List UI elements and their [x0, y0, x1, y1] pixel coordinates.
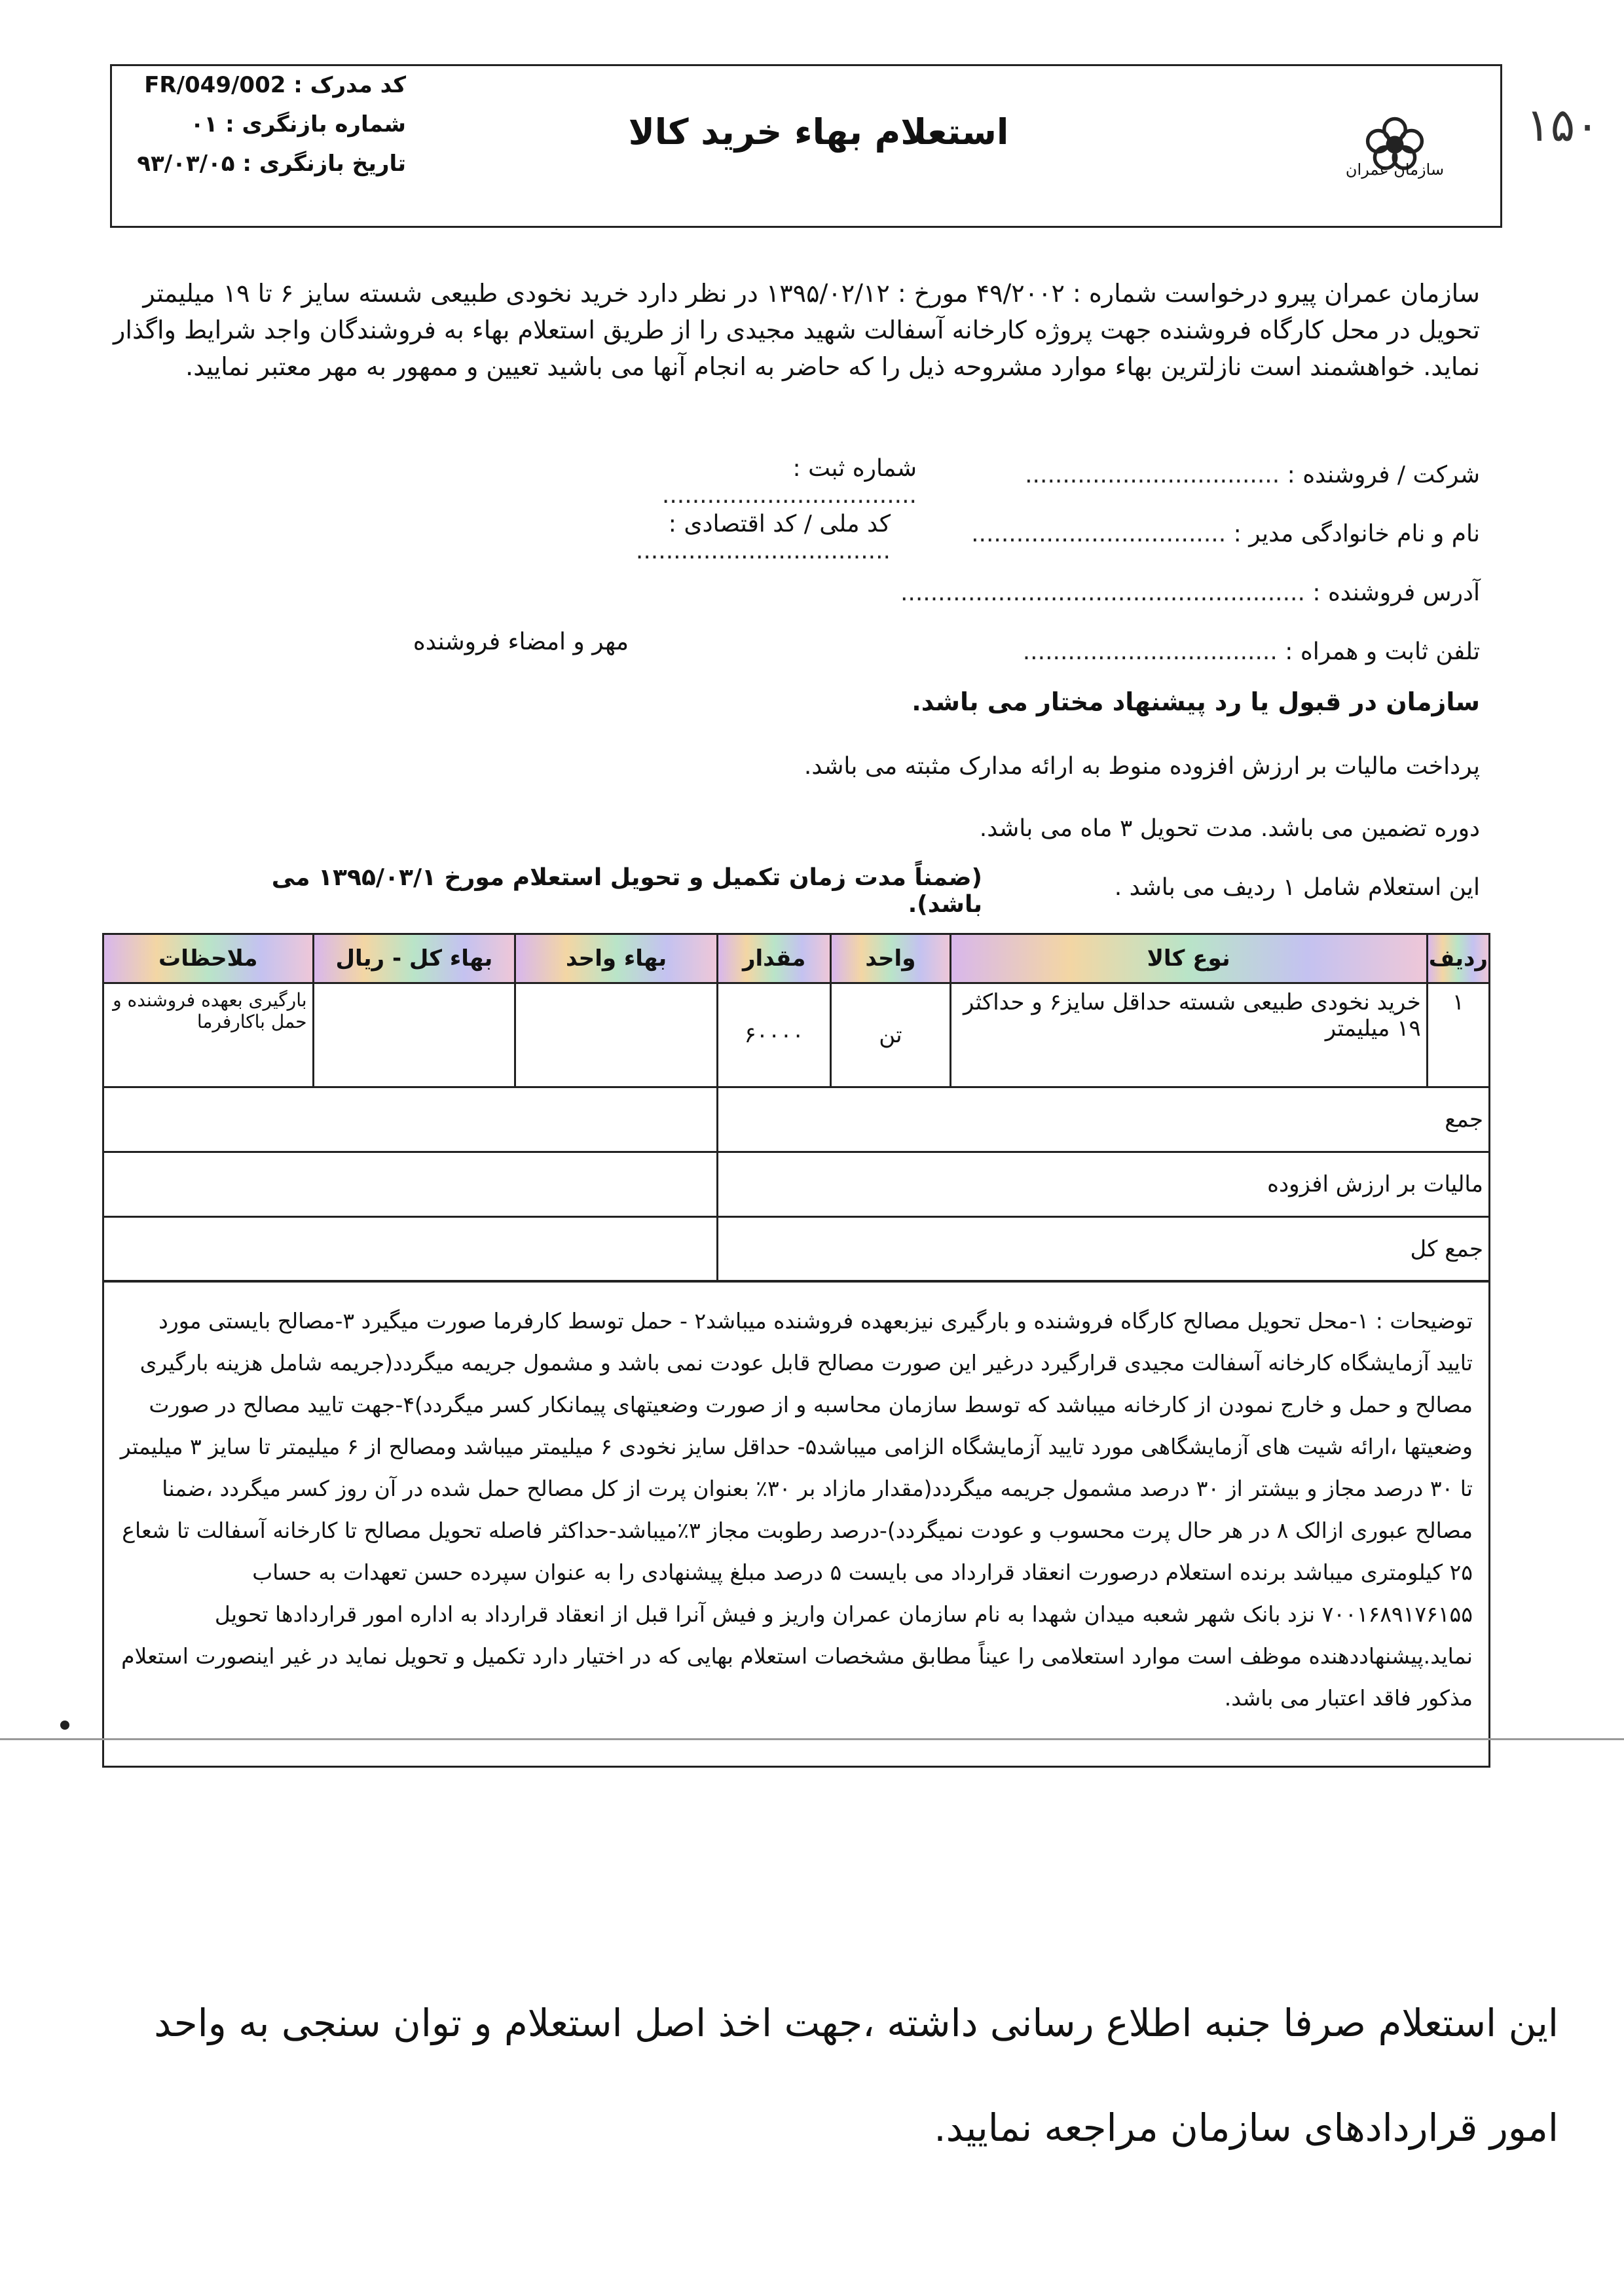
- notes-text: توضیحات : ۱-محل تحویل مصالح کارگاه فروشنده و بارگیری نیزبعهده فروشنده میباشد۲ - حمل توسط کارفرما صورت میگیرد ۳-مصالح بایستی مورد تایید آزمایشگاه کارخانه آسفالت مجیدی قرارگیرد درغیر این صورت مصالح قابل عودت نمی باشد و مشمول جریمه میگردد(جریمه شامل هزینه بارگیری مصالح و حمل و خارج نمودن از کارخانه میباشد که توسط سازمان محاسبه و از صورت وضعیتهای پیمانکار کسر میگردد)۴-جهت تایید مصالح در صورت وضعیتها ،ارائه شیت های آزمایشگاهی مورد تایید آزمایشگاه الزامی میباشد۵- حداقل سایز نخودی ۶ میلیمتر میباشد ومصالح از ۶ میلیمتر تا سایز ۳ میلیمتر تا ۳۰ درصد مجاز و بیشتر از ۳۰ درصد مشمول جریمه میگردد(مقدار مازاد بر ۳۰٪ بعنوان پرت از کل مصالح حمل شده در آن روز کسر میگردد ،ضمنا مصالح عبوری ازالک ۸ در هر حال پرت محسوب و عودت نمیگردد)-درصد رطوبت مجاز ۳٪میباشد-حداکثر فاصله تحویل مصالح تا کارخانه آسفالت تا شعاع ۲۵ کیلومتری میباشد برنده استعلام درصورت انعقاد قرارداد می بایست ۵ درصد مبلغ پیشنهادی را به عنوان سپرده حسن تعهدات به حساب ۷۰۰۱۶۸۹۱۷۶۱۵۵ نزد بانک شهر شعبه میدان شهدا به نام سازمان عمران واریز و فیش آنرا قبل از انعقاد قرارداد به اداره امور قراردادها تحویل نماید.پیشنهاددهنده موظف است موارد استعلامی را عیناً مطابق مشخصات استعلام بهایی که در اختیار دارد تکمیل و تحویل نماید در غیر اینصورت استعلام مذکور فاقد اعتبار می باشد.: [120, 1308, 1473, 1711]
- table-header-row: [103, 934, 1490, 983]
- remarks-cell: بارگیری بعهده فروشنده و حمل باکارفرما: [103, 983, 314, 1087]
- table-row: [103, 983, 1490, 1087]
- organization-logo-icon: [1336, 92, 1454, 210]
- company-field-row: [982, 462, 1480, 488]
- items-table: [102, 933, 1490, 1283]
- reg-number-field-row: [589, 455, 917, 509]
- reg-number-blank: ..................................: [661, 482, 917, 509]
- sum-value-cell[interactable]: [103, 1087, 718, 1152]
- grand-total-label: جمع کل: [718, 1217, 1490, 1282]
- col-header-row-no: ردیف: [1427, 934, 1489, 983]
- address-field-row: [773, 579, 1480, 606]
- reg-number-label: شماره ثبت :: [792, 455, 917, 482]
- ink-dot: [60, 1721, 69, 1730]
- sum-row: [103, 1087, 1490, 1152]
- row-number-cell: ۱: [1427, 983, 1489, 1087]
- col-header-unit-price: بهاء واحد: [515, 934, 718, 983]
- row-count-line: این استعلام شامل ۱ ردیف می باشد .: [1114, 874, 1480, 901]
- document-title: استعلام بهاء خرید کالا: [628, 111, 1009, 153]
- page-fold-divider: [0, 1738, 1624, 1740]
- national-id-blank: ..................................: [635, 538, 891, 564]
- doc-code: کد مدرک : FR/049/002: [144, 72, 406, 98]
- col-header-total: بهاء کل - ریال: [313, 934, 515, 983]
- logo-caption: سازمان عمران: [1345, 160, 1445, 179]
- warranty-delivery-line: دوره تضمین می باشد. مدت تحویل ۳ ماه می باشد.: [979, 815, 1480, 842]
- handwritten-margin-number: ۱۵۰: [1526, 98, 1600, 152]
- national-id-label: کد ملی / کد اقتصادی :: [668, 511, 891, 538]
- col-header-qty: مقدار: [718, 934, 831, 983]
- qty-cell: ۶۰۰۰۰: [718, 983, 831, 1087]
- company-blank: ..................................: [1025, 462, 1280, 488]
- total-price-cell[interactable]: [313, 983, 515, 1087]
- phone-label: تلفن ثابت و همراه :: [1285, 638, 1480, 665]
- phone-field-row: [917, 638, 1480, 665]
- vat-row: [103, 1152, 1490, 1217]
- item-cell: خرید نخودی طبیعی شسته حداقل سایز۶ و حداکثر ۱۹ میلیمتر: [950, 983, 1427, 1087]
- phone-blank: ..................................: [1022, 638, 1278, 665]
- grand-total-value-cell[interactable]: [103, 1217, 718, 1282]
- deadline-note: (ضمناً مدت زمان تکمیل و تحویل استعلام مورخ ۱۳۹۵/۰۳/۱ می باشد).: [271, 864, 982, 918]
- national-id-field-row: [498, 511, 891, 564]
- manager-blank: ..................................: [971, 520, 1227, 547]
- seal-signature-label: مهر و امضاء فروشنده: [413, 629, 629, 655]
- organization-right-note: سازمان در قبول یا رد پیشنهاد مختار می باشد.: [912, 687, 1480, 716]
- manager-field-row: [917, 520, 1480, 547]
- vat-value-cell[interactable]: [103, 1152, 718, 1217]
- vat-note: پرداخت مالیات بر ارزش افزوده منوط به ارائه مدارک مثبته می باشد.: [803, 753, 1480, 780]
- revision-number: شماره بازنگری : ۰۱: [190, 111, 406, 137]
- sum-label: جمع: [718, 1087, 1490, 1152]
- address-blank: ......................................................: [900, 579, 1305, 606]
- notes-box: [102, 1280, 1490, 1768]
- grand-total-row: [103, 1217, 1490, 1282]
- col-header-remarks: ملاحظات: [103, 934, 314, 983]
- col-header-item: نوع کالا: [950, 934, 1427, 983]
- revision-date: تاریخ بازنگری : ۹۳/۰۳/۰۵: [137, 151, 406, 177]
- company-label: شرکت / فروشنده :: [1287, 462, 1480, 488]
- intro-paragraph: سازمان عمران پیرو درخواست شماره : ۴۹/۲۰۰۲ مورخ : ۱۳۹۵/۰۲/۱۲ در نظر دارد خرید نخودی طبیعی شسته سایز ۶ تا ۱۹ میلیمتر تحویل در محل کارگاه فروشنده جهت پروژه کارخانه آسفالت شهید مجیدی را از طریق استعلام بهاء به فروشندگان واجد شرایط واگذار نماید. خواهشمند است نازلترین بهاء موارد مشروحه ذیل را که حاضر به انجام آنها می باشید تعیین و ممهور به مهر معتبر نمایید.: [113, 279, 1480, 381]
- document-meta: [131, 65, 406, 183]
- address-label: آدرس فروشنده :: [1312, 579, 1480, 606]
- col-header-unit: واحد: [831, 934, 950, 983]
- unit-price-cell[interactable]: [515, 983, 718, 1087]
- vat-label: مالیات بر ارزش افزوده: [718, 1152, 1490, 1217]
- handwritten-footer-note: این استعلام صرفا جنبه اطلاع رسانی داشته ،جهت اخذ اصل استعلام و توان سنجی به واحد امور قراردادهای سازمان مراجعه نمایید.: [154, 2001, 1559, 2150]
- unit-cell: تن: [831, 983, 950, 1087]
- manager-label: نام و نام خانوادگی مدیر :: [1233, 520, 1480, 547]
